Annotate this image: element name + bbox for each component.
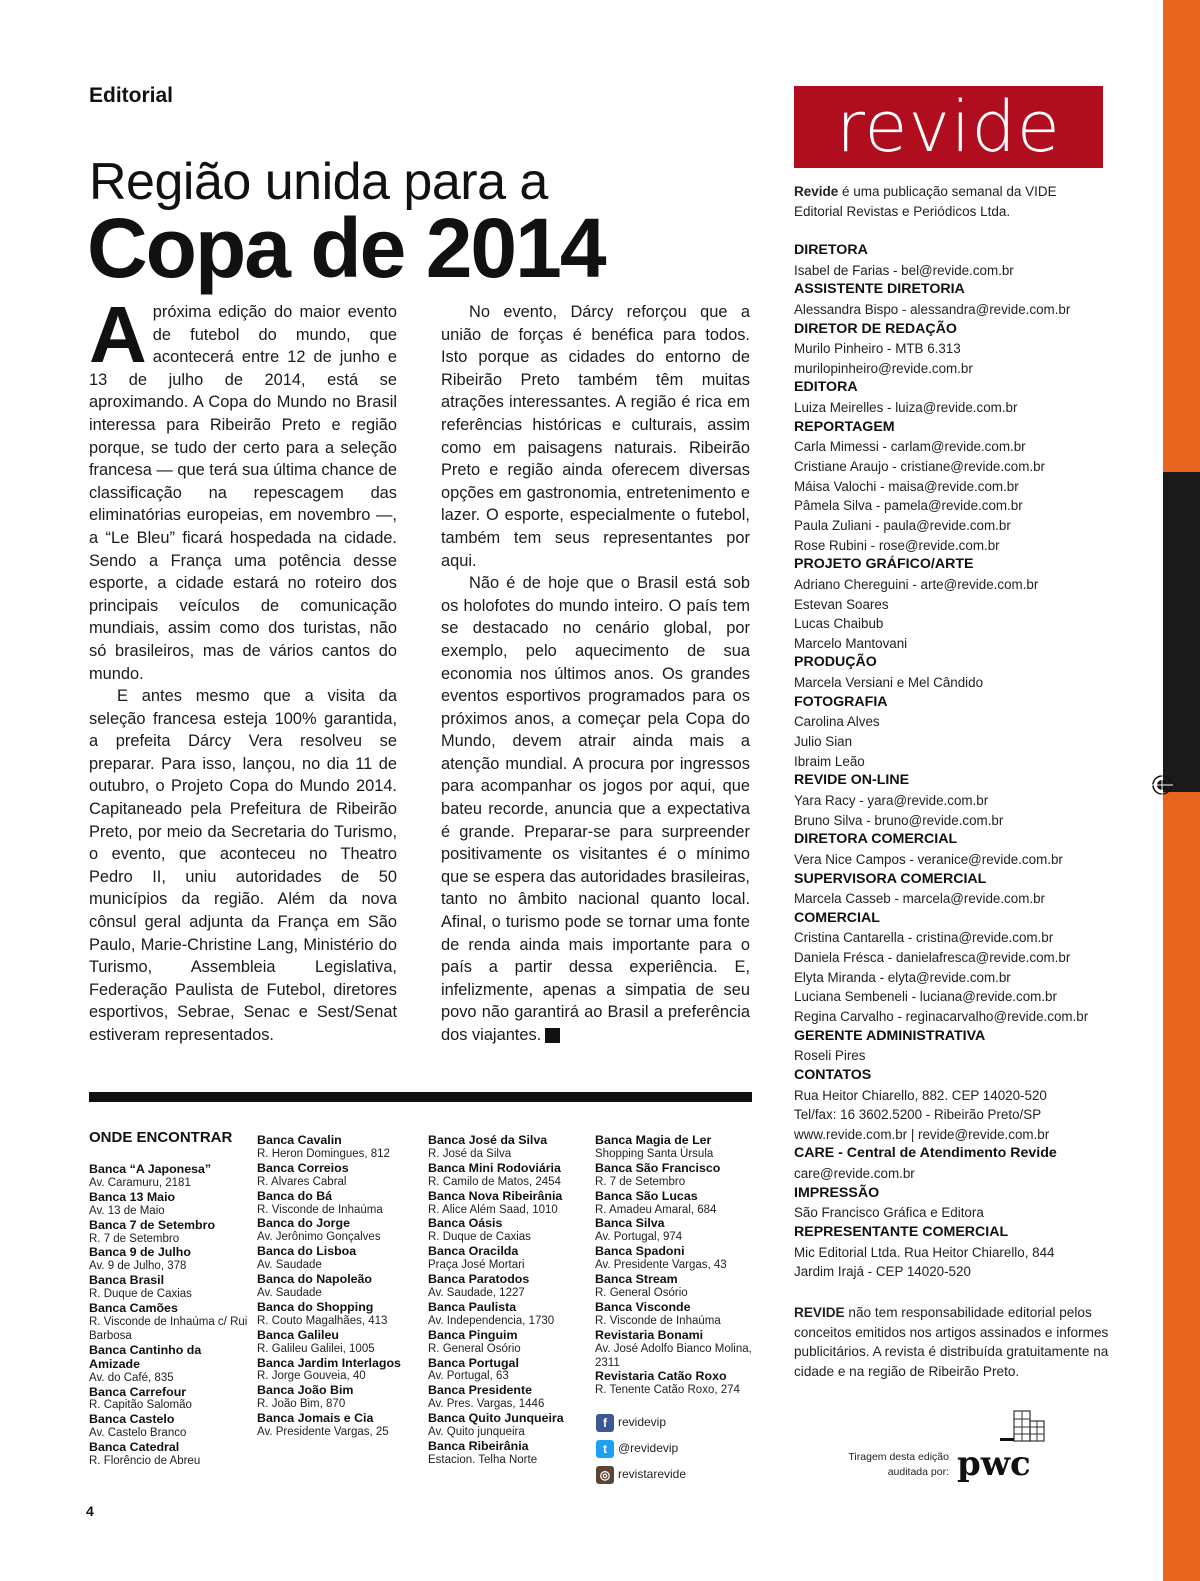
newsstand-entry — [257, 1273, 422, 1301]
newsstand-entry — [595, 1370, 760, 1398]
newsstand-name: Banca Spadoni — [595, 1244, 685, 1259]
newsstand-address: R. Heron Domingues, 812 — [257, 1147, 390, 1160]
newsstand-column-3 — [428, 1134, 593, 1468]
newsstand-name: Banca Catedral — [89, 1440, 180, 1455]
newsstand-name: Banca Pinguim — [428, 1327, 518, 1342]
newsstand-name: Banca Cavalin — [257, 1133, 342, 1147]
twitter-icon: t — [596, 1440, 614, 1458]
staff-member: Rose Rubini - rose@revide.com.br — [794, 537, 1000, 553]
staff-role: PROJETO GRÁFICO/ARTE — [794, 556, 974, 573]
newsstand-entry — [428, 1301, 593, 1329]
staff-member: Marcela Versiani e Mel Cândido — [794, 675, 984, 691]
article-column-middle — [441, 301, 750, 1047]
newsstand-name: Banca José da Silva — [428, 1133, 548, 1147]
newsstand-address: R. Alvares Cabral — [257, 1175, 347, 1188]
newsstand-name: Banca Carrefour — [89, 1384, 187, 1399]
newsstand-address: Praça José Mortari — [428, 1259, 525, 1272]
newsstand-name: Banca 13 Maio — [89, 1189, 176, 1204]
staff-member: Estevan Soares — [794, 596, 889, 612]
newsstand-name: Banca Stream — [595, 1272, 678, 1287]
staff-role: REVIDE ON-LINE — [794, 772, 910, 789]
staff-member: Paula Zuliani - paula@revide.com.br — [794, 517, 1011, 533]
newsstand-address: R. João Bim, 870 — [257, 1398, 346, 1411]
newsstand-name: Banca Mini Rodoviária — [428, 1160, 561, 1175]
newsstand-address: Av. Saudade — [257, 1259, 322, 1272]
newsstand-name: Banca Visconde — [595, 1299, 691, 1314]
staff-member: Vera Nice Campos - veranice@revide.com.br — [794, 851, 1063, 867]
social-instagram[interactable]: ◎ revistarevide — [596, 1463, 686, 1485]
newsstand-address: R. General Osório — [595, 1286, 688, 1299]
staff-member: Luiza Meirelles - luiza@revide.com.br — [794, 400, 1018, 416]
newsstand-entry — [595, 1245, 760, 1273]
newsstand-address: R. Alice Além Saad, 1010 — [428, 1203, 558, 1216]
edge-dark-band — [1163, 472, 1200, 792]
staff-member: Elyta Miranda - elyta@revide.com.br — [794, 969, 1011, 985]
newsstand-entry — [257, 1384, 422, 1412]
staff-member: Lucas Chaibub — [794, 616, 884, 632]
newsstand-name: Banca Magia de Ler — [595, 1133, 712, 1147]
newsstand-name: Banca Correios — [257, 1160, 349, 1175]
staff-role: DIRETOR DE REDAÇÃO — [794, 320, 957, 337]
newsstand-address: Av. Portugal, 63 — [428, 1370, 509, 1383]
headline-line-1: Região unida para a — [89, 153, 548, 211]
end-of-article-mark: r — [545, 1028, 560, 1043]
staff-member: Yara Racy - yara@revide.com.br — [794, 792, 989, 808]
pwc-building-icon — [1000, 1409, 1048, 1443]
revide-logo: revide — [794, 86, 1103, 168]
newsstand-name: Banca Camões — [89, 1301, 178, 1316]
newsstand-entry — [595, 1301, 760, 1329]
newsstand-entry — [595, 1190, 760, 1218]
staff-member: care@revide.com.br — [794, 1166, 915, 1182]
newsstand-address: R. 7 de Setembro — [89, 1232, 180, 1245]
section-label: Editorial — [89, 84, 174, 107]
newsstand-entry — [89, 1302, 249, 1344]
newsstand-address: Av. Saudade, 1227 — [428, 1286, 525, 1299]
staff-role: COMERCIAL — [794, 909, 880, 926]
newsstand-address: Av. 13 de Maio — [89, 1204, 165, 1217]
newsstand-entry — [595, 1134, 760, 1162]
newsstand-name: Banca São Lucas — [595, 1188, 698, 1203]
staff-role: EDITORA — [794, 379, 858, 396]
staff-member: Marcelo Mantovani — [794, 635, 908, 651]
onde-encontrar-title: ONDE ENCONTRAR — [89, 1129, 233, 1146]
staff-member: Jardim Irajá - CEP 14020-520 — [794, 1264, 971, 1280]
newsstand-name: Banca do Jorge — [257, 1216, 350, 1231]
newsstand-entry — [257, 1329, 422, 1357]
instagram-icon: ◎ — [596, 1466, 614, 1484]
article-paragraph: Apróxima edição do maior evento de futebol do mundo, que acontecerá entre 12 de junho e 13 de julho de 2014, está se aproximando. A Copa do Mundo no Brasil interessa para Ribeirão Preto e região porque, se tudo der certo para a seleção francesa — que terá sua última chance de classificação na repescagem das eliminatórias europeias, em novembro —, a “Le Bleu” ficará hospedada na cidade. Sendo a França uma potência desse esporte, a cidade estará no roteiro dos principais veículos de comunicação mundiais, assim como dos turistas, não só brasileiros, mas de vários cantos do mundo. — [89, 290, 397, 683]
staff-member: Regina Carvalho - reginacarvalho@revide.com.br — [794, 1008, 1089, 1024]
article-paragraph: No evento, Dárcy reforçou que a união de forças é benéfica para todos. Isto porque as cidades do entorno de Ribeirão Preto também têm muitas atrações interessantes. A região é rica em referências históricas e culturais, assim como em paisagens naturais. Ribeirão Preto e região ainda oferecem diversas opções em gastronomia, entretenimento e lazer. O esporte, especialmente o futebol, também tem seus representantes por aqui. — [441, 303, 750, 570]
staff-role: CARE - Central de Atendimento Revide — [794, 1145, 1057, 1162]
newsstand-column-1 — [89, 1163, 249, 1469]
newsstand-entry — [595, 1217, 760, 1245]
staff-member: Carolina Alves — [794, 714, 880, 730]
newsstand-address: Av. Pres. Vargas, 1446 — [428, 1398, 545, 1411]
newsstand-name: Banca Galileu — [257, 1327, 339, 1342]
staff-member: Adriano Chereguini - arte@revide.com.br — [794, 576, 1039, 592]
article-paragraph: Não é de hoje que o Brasil está sob os holofotes do mundo inteiro. O país tem se destacado no cenário global, por exemplo, pelo aquecimento de sua economia nos últimos anos. Os grandes eventos esportivos programados para os próximos anos, a começar pela Copa do Mundo, devem atrair ainda mais a atenção mundial. A procura por ingressos para acompanhar os jogos por aqui, que bateu recorde, anuncia que a expectativa é grande. Preparar-se para surpreender positivamente os visitantes é o mínimo que se espera das autoridades brasileiras, tanto no âmbito nacional quanto local. Afinal, o turismo pode se tornar uma fonte de renda ainda mais importante para o país a partir dessa experiência. E, infelizmente, apenas a simpatia de seu povo não garantirá ao Brasil a preferência dos viajantes. r — [441, 574, 750, 1044]
newsstand-entry — [89, 1219, 249, 1247]
staff-member: Rua Heitor Chiarello, 882. CEP 14020-520 — [794, 1087, 1047, 1103]
newsstand-address: Shopping Santa Úrsula — [595, 1147, 714, 1160]
headline-line-2: Copa de 2014 — [87, 201, 605, 295]
article-paragraph: E antes mesmo que a visita da seleção francesa esteja 100% garantida, a prefeita Dárcy Vera resolveu se preparar. Para isso, lançou, no dia 11 de outubro, o Projeto Copa do Mundo 2014. Capitaneado pela Prefeitura de Ribeirão Preto, por meio da Secretaria do Turismo, o evento, que aconteceu no Theatro Pedro II, uniu autoridades de 50 municípios da região. Além da nova cônsul geral adjunta da França em São Paulo, Marie-Christine Lang, Ministério do Turismo, Assembleia Legislativa, Federação Paulista de Futebol, diretores esportivos, Sebrae, Senac e Sest/Senat estiveram representados. — [89, 687, 397, 1044]
staff-member: Bruno Silva - bruno@revide.com.br — [794, 812, 1004, 828]
staff-member: Cristina Cantarella - cristina@revide.com.br — [794, 930, 1054, 946]
newsstand-entry — [257, 1217, 422, 1245]
newsstand-address: Av. Portugal, 974 — [595, 1231, 683, 1244]
newsstand-name: Banca Oásis — [428, 1216, 503, 1231]
newsstand-name: Banca Cantinho da Amizade — [89, 1342, 202, 1371]
newsstand-name: Banca Nova Ribeirânia — [428, 1188, 563, 1203]
newsstand-name: Banca São Francisco — [595, 1160, 721, 1175]
newsstand-name: Banca do Shopping — [257, 1299, 374, 1314]
newsstand-entry — [428, 1440, 593, 1468]
section-divider — [89, 1092, 752, 1102]
newsstand-address: Av. 9 de Julho, 378 — [89, 1260, 187, 1273]
newsstand-address: R. Visconde de Inhaúma c/ Rui Barbosa — [89, 1315, 248, 1342]
article-column-left — [89, 290, 397, 1047]
newsstand-name: Banca Presidente — [428, 1383, 532, 1398]
staff-member: Ibraim Leão — [794, 753, 865, 769]
newsstand-name: Banca Quito Junqueira — [428, 1411, 564, 1426]
newsstand-address: R. Galileu Galilei, 1005 — [257, 1342, 375, 1355]
newsstand-entry — [595, 1329, 760, 1371]
disclaimer: REVIDE não tem responsabilidade editorial pelos conceitos emitidos nos artigos assinados e informes publicitários. A revista é distribuída gratuitamente na cidade e na região de Ribeirão Preto. — [794, 1305, 1109, 1379]
staff-member: Pâmela Silva - pamela@revide.com.br — [794, 498, 1023, 514]
staff-role: DIRETORA COMERCIAL — [794, 831, 958, 848]
newsstand-column-2 — [257, 1134, 422, 1440]
newsstand-address: R. Florêncio de Abreu — [89, 1455, 201, 1468]
staff-member: Tel/fax: 16 3602.5200 - Ribeirão Preto/SP — [794, 1107, 1042, 1123]
newsstand-entry — [257, 1245, 422, 1273]
newsstand-entry — [257, 1357, 422, 1385]
newsstand-entry — [257, 1412, 422, 1440]
newsstand-address: Av. Jerônimo Gonçalves — [257, 1231, 381, 1244]
staff-member: Marcela Casseb - marcela@revide.com.br — [794, 891, 1045, 907]
newsstand-name: Banca do Bá — [257, 1188, 333, 1203]
newsstand-address: R. Visconde de Inhaúma — [595, 1314, 721, 1327]
staff-member: São Francisco Gráfica e Editora — [794, 1205, 984, 1221]
pwc-logo: pwc — [957, 1444, 1031, 1484]
newsstand-entry — [428, 1412, 593, 1440]
newsstand-name: Banca Jomais e Cia — [257, 1411, 374, 1426]
staff-role: SUPERVISORA COMERCIAL — [794, 870, 987, 887]
facebook-icon: f — [596, 1414, 614, 1432]
staff-member: Murilo Pinheiro - MTB 6.313 — [794, 341, 961, 357]
newsstand-address: R. Camilo de Matos, 2454 — [428, 1175, 561, 1188]
newsstand-name: Banca Jardim Interlagos — [257, 1355, 401, 1370]
staff-list — [794, 241, 1124, 1282]
newsstand-name: Banca Castelo — [89, 1412, 175, 1427]
newsstand-name: Banca “A Japonesa” — [89, 1162, 212, 1176]
social-twitter[interactable]: t @revidevip — [596, 1437, 678, 1459]
newsstand-name: Banca Portugal — [428, 1355, 519, 1370]
newsstand-entry — [428, 1357, 593, 1385]
staff-member: Roseli Pires — [794, 1048, 866, 1064]
staff-role: IMPRESSÃO — [794, 1184, 880, 1201]
newsstand-entry — [595, 1273, 760, 1301]
newsstand-address: R. Tenente Catão Roxo, 274 — [595, 1384, 740, 1397]
newsstand-column-4 — [595, 1134, 760, 1398]
newsstand-name: Banca João Bim — [257, 1383, 354, 1398]
newsstand-entry — [89, 1441, 249, 1469]
newsstand-name: Banca 7 de Setembro — [89, 1217, 216, 1232]
newsstand-entry — [428, 1134, 593, 1162]
newsstand-address: R. Capitão Salomão — [89, 1399, 192, 1412]
newsstand-address: Estacion. Telha Norte — [428, 1453, 538, 1466]
staff-member: Alessandra Bispo - alessandra@revide.com.br — [794, 301, 1071, 317]
newsstand-address: R. General Osório — [428, 1342, 521, 1355]
newsstand-entry — [257, 1301, 422, 1329]
newsstand-entry — [595, 1162, 760, 1190]
masthead-intro: Revide é uma publicação semanal da VIDE Editorial Revistas e Periódicos Ltda. — [794, 184, 1057, 219]
newsstand-entry — [89, 1344, 249, 1386]
staff-role: ASSISTENTE DIRETORIA — [794, 281, 965, 298]
page-number: 4 — [86, 1503, 94, 1519]
newsstand-address: Av. Independencia, 1730 — [428, 1314, 555, 1327]
newsstand-entry — [89, 1274, 249, 1302]
drop-cap: A — [89, 290, 147, 379]
newsstand-entry — [89, 1413, 249, 1441]
newsstand-name: Banca do Lisboa — [257, 1244, 357, 1259]
newsstand-entry — [428, 1329, 593, 1357]
newsstand-entry — [428, 1217, 593, 1245]
staff-member: Máisa Valochi - maisa@revide.com.br — [794, 478, 1019, 494]
registration-mark-icon — [1151, 774, 1173, 796]
staff-role: GERENTE ADMINISTRATIVA — [794, 1027, 986, 1044]
newsstand-name: Banca Silva — [595, 1216, 665, 1231]
staff-member: Luciana Sembeneli - luciana@revide.com.br — [794, 989, 1057, 1005]
staff-member: murilopinheiro@revide.com.br — [794, 360, 973, 376]
newsstand-address: Av. Castelo Branco — [89, 1427, 187, 1440]
newsstand-address: R. Jorge Gouveia, 40 — [257, 1370, 366, 1383]
newsstand-name: Revistaria Bonami — [595, 1327, 704, 1342]
newsstand-address: R. 7 de Setembro — [595, 1175, 686, 1188]
newsstand-entry — [89, 1246, 249, 1274]
newsstand-address: Av. do Café, 835 — [89, 1371, 174, 1384]
staff-role: REPORTAGEM — [794, 418, 895, 435]
newsstand-address: R. Duque de Caxias — [428, 1231, 531, 1244]
staff-member: Julio Sian — [794, 734, 853, 750]
staff-role: DIRETORA — [794, 242, 868, 258]
newsstand-address: R. Visconde de Inhaúma — [257, 1203, 383, 1216]
newsstand-entry — [428, 1384, 593, 1412]
newsstand-name: Banca Paulista — [428, 1299, 517, 1314]
newsstand-name: Revistaria Catão Roxo — [595, 1369, 727, 1384]
newsstand-name: Banca 9 de Julho — [89, 1245, 191, 1260]
newsstand-address: R. Duque de Caxias — [89, 1288, 192, 1301]
staff-role: CONTATOS — [794, 1066, 872, 1083]
newsstand-address: Av. José Adolfo Bianco Molina, 2311 — [595, 1342, 752, 1369]
newsstand-address: R. Couto Magalhães, 413 — [257, 1314, 388, 1327]
staff-member: Mic Editorial Ltda. Rua Heitor Chiarello, 844 — [794, 1244, 1055, 1260]
newsstand-name: Banca Paratodos — [428, 1272, 530, 1287]
staff-member: Cristiane Araujo - cristiane@revide.com.br — [794, 459, 1045, 475]
staff-role: REPRESENTANTE COMERCIAL — [794, 1224, 1009, 1241]
newsstand-entry — [89, 1191, 249, 1219]
newsstand-entry — [428, 1190, 593, 1218]
staff-member: Isabel de Farias - bel@revide.com.br — [794, 262, 1014, 278]
staff-member: Carla Mimessi - carlam@revide.com.br — [794, 439, 1026, 455]
newsstand-address: Av. Presidente Vargas, 25 — [257, 1426, 389, 1439]
newsstand-entry — [89, 1163, 249, 1191]
newsstand-entry — [428, 1273, 593, 1301]
staff-role: FOTOGRAFIA — [794, 693, 888, 710]
newsstand-entry — [428, 1162, 593, 1190]
newsstand-entry — [89, 1386, 249, 1414]
newsstand-name: Banca Oracilda — [428, 1244, 519, 1259]
newsstand-address: R. José da Silva — [428, 1147, 512, 1160]
newsstand-address: Av. Caramuru, 2181 — [89, 1176, 191, 1189]
newsstand-entry — [428, 1245, 593, 1273]
social-facebook[interactable]: f revidevip — [596, 1411, 666, 1433]
staff-role: PRODUÇÃO — [794, 654, 877, 671]
staff-member: Daniela Frésca - danielafresca@revide.com.br — [794, 950, 1071, 966]
newsstand-name: Banca do Napoleão — [257, 1272, 372, 1287]
newsstand-address: Av. Quito junqueira — [428, 1426, 525, 1439]
newsstand-address: R. Amadeu Amaral, 684 — [595, 1203, 717, 1216]
staff-member: www.revide.com.br | revide@revide.com.br — [794, 1126, 1050, 1142]
newsstand-address: Av. Presidente Vargas, 43 — [595, 1259, 727, 1272]
newsstand-name: Banca Brasil — [89, 1273, 165, 1288]
audit-note: Tiragem desta edição auditada por: — [848, 1451, 949, 1478]
newsstand-entry — [257, 1162, 422, 1190]
newsstand-entry — [257, 1190, 422, 1218]
newsstand-address: Av. Saudade — [257, 1286, 322, 1299]
newsstand-entry — [257, 1134, 422, 1162]
newsstand-name: Banca Ribeirânia — [428, 1438, 529, 1453]
